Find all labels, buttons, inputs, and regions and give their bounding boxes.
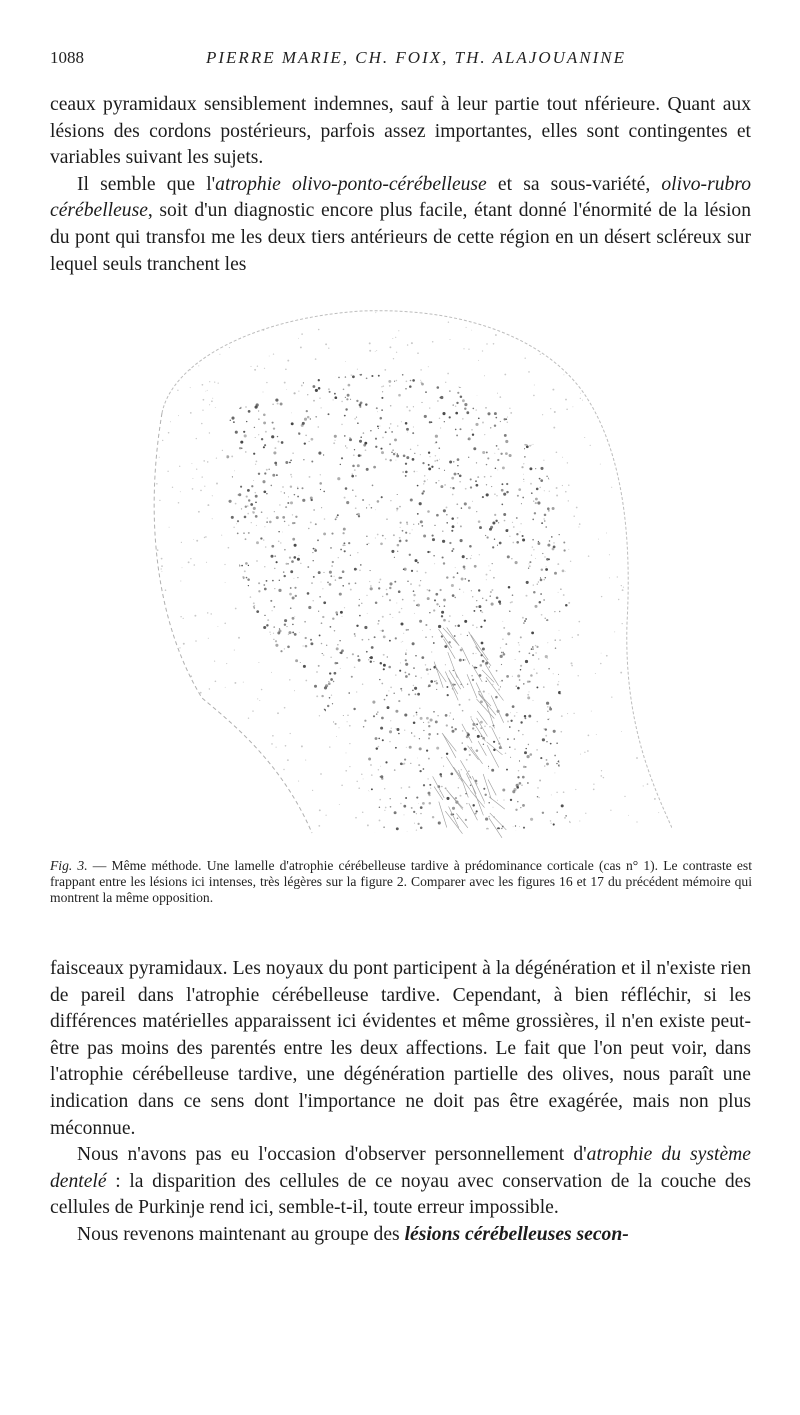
histology-figure bbox=[132, 303, 672, 838]
body-text-top bbox=[50, 92, 751, 278]
figure-caption bbox=[50, 858, 752, 907]
page-number: 1088 bbox=[50, 48, 84, 67]
emphasis: atrophie du système dentelé bbox=[50, 1144, 751, 1192]
emphasis: atrophie olivo-ponto-cérébelleuse bbox=[215, 173, 487, 195]
paragraph: faisceaux pyramidaux. Les noyaux du pont participent à la dégénération et il n'existe rien de pareil dans l'atrophie cérébelleuse tardive. Cependant, à bien réfléchir, si les différences matérielles apparaissent ici évidentes et même grossières, il n'en existe peut-être pas moins des parentés entre les deux affections. Le fait que l'on peut voir, dans l'atrophie cérébelleuse tardive, une dégénération partielle des olives, nous paraît une indication dans ce sens dont l'importance ne doit pas être exagérée, mais non plus méconnue. bbox=[50, 958, 751, 1139]
paragraph: Nous revenons maintenant au groupe des lésions cérébelleuses secon- bbox=[77, 1223, 629, 1245]
emphasis: lésions cérébelleuses secon- bbox=[404, 1223, 629, 1245]
paragraph: ceaux pyramidaux sensiblement indemnes, sauf à leur partie tout nférieure. Quant aux lésions des cordons postérieurs, parfois assez importantes, elles sont contingentes et variables suivant les sujets. bbox=[50, 94, 751, 169]
running-title: PIERRE MARIE, CH. FOIX, TH. ALAJOUANINE bbox=[206, 48, 626, 67]
emphasis: olivo-rubro cérébelleuse bbox=[50, 173, 751, 222]
paragraph: Nous n'avons pas eu l'occasion d'observer personnellement d'atrophie du système dentelé : la disparition des cellules de ce noyau avec conservation de la couche des cellules de Purkinje rend ici, semble-t-il, toute erreur impossible. bbox=[50, 1144, 751, 1219]
body-text-bottom bbox=[50, 956, 751, 1249]
caption-text: — Même méthode. Une lamelle d'atrophie cérébelleuse tardive à prédominance corticale (cas n° 1). Le contraste est frappant entre les lésions ici intenses, très légères sur la figure 2. Comparer avec les figures 16 et 17 du précédent mémoire qui montrent la même opposition. bbox=[50, 858, 752, 906]
paragraph: Il semble que l'atrophie olivo-ponto-cérébelleuse et sa sous-variété, olivo-rubro cérébelleuse, soit d'un diagnostic encore plus facile, étant donné l'énormité de la lésion du pont qui transfoı me les deux tiers antérieurs de cette région en un désert scléreux sur lequel seuls tranchent les bbox=[50, 173, 751, 275]
figure-label: Fig. 3. bbox=[50, 858, 88, 873]
